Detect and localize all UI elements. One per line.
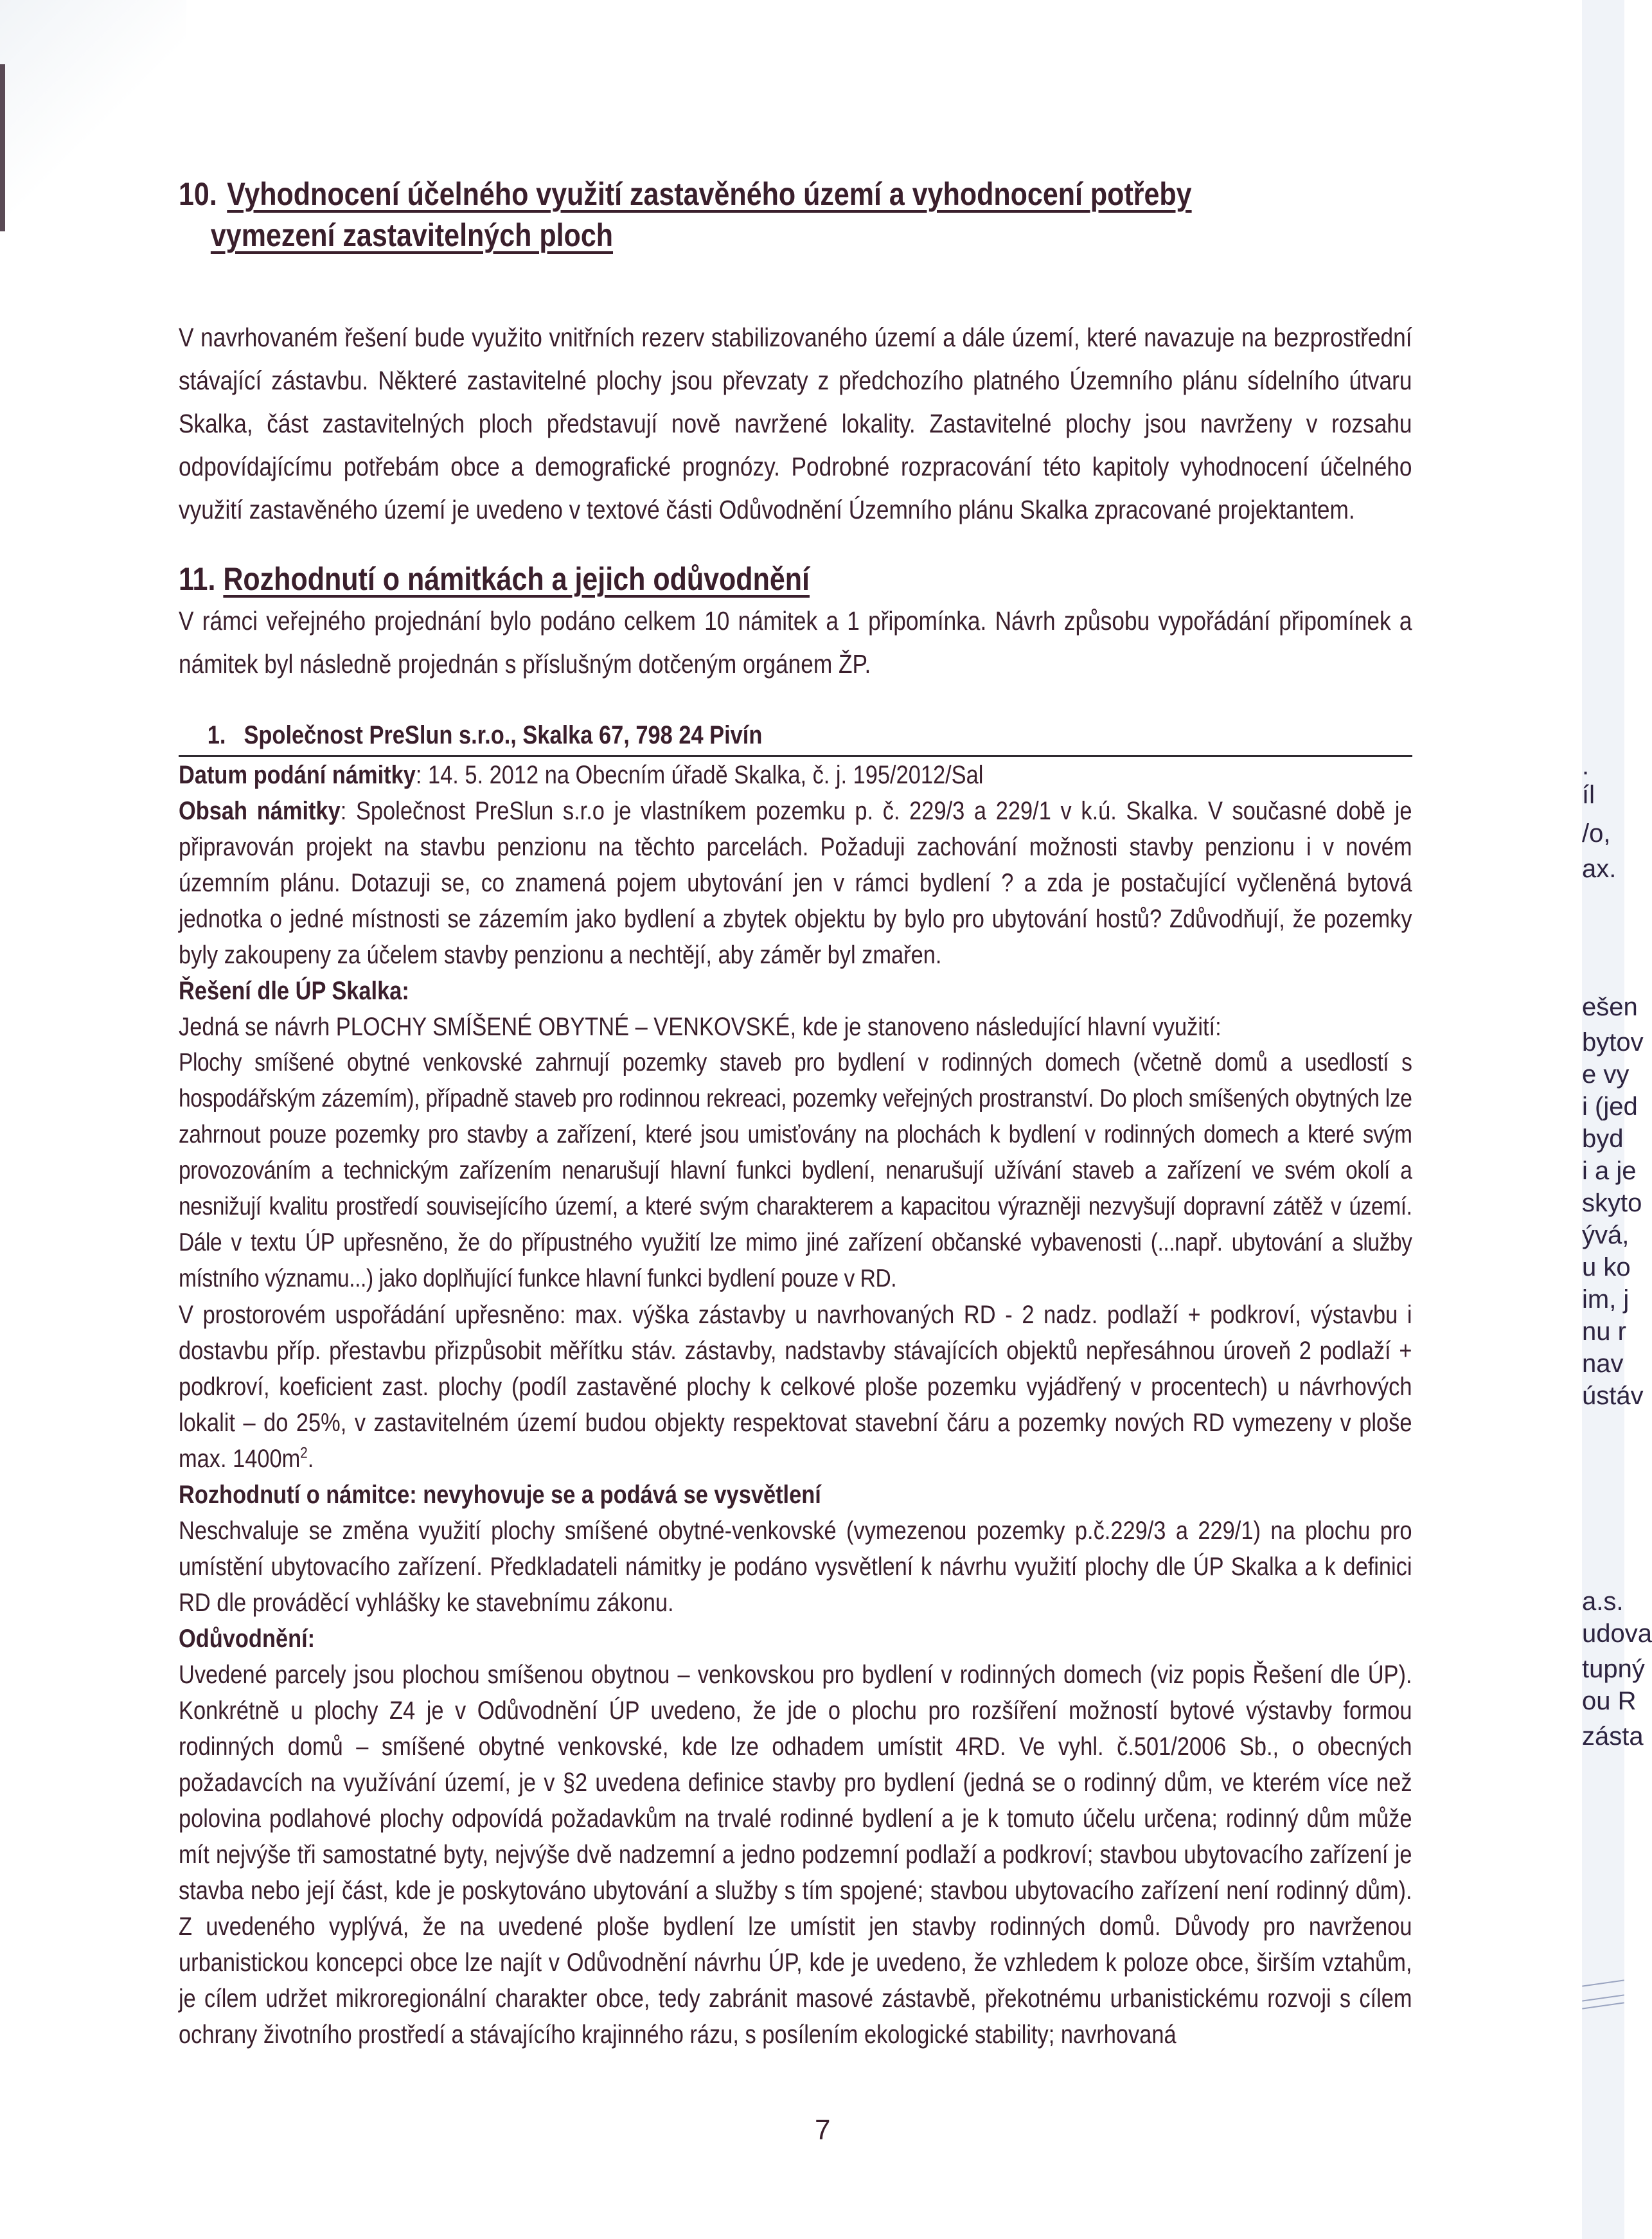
strip-fragment: a.s. <box>1582 1587 1624 1616</box>
scan-shadow-corner <box>0 0 186 231</box>
solution-end: . <box>307 1445 314 1473</box>
section-11-title: Rozhodnutí o námitkách a jejich odůvodnění <box>223 561 810 597</box>
strip-fragment: . <box>1582 752 1590 780</box>
strip-fragment: tupný <box>1582 1655 1645 1683</box>
solution-rest-body: V prostorovém uspořádání upřesněno: max. výška zástavby u navrhovaných RD - 2 nadz. podlaží + podkroví, výstavbu i dostavbu příp. přestavbu přizpůsobit měřítku stáv. zástavby, nadstavby stávajících objektů nepřesáhnou úroveň 2 podlaží + podkroví, koeficient zast. plochy (podíl zastavěné plochy k celkové ploše pozemku vyjádřený v procentech) u návrhových lokalit – do 25%, v zastavitelném území budou objekty respektovat stavební čáru a pozemky nových RD vymezeny v ploše max. 1400m <box>179 1301 1412 1473</box>
content-value: : Společnost PreSlun s.r.o je vlastníkem pozemku p. č. 229/3 a 229/1 v k.ú. Skalka. V současné době je připravován projekt na stavbu penzionu na těchto parcelách. Požaduji zachování možnosti stavby penzionu i v novém územním plánu. Dotazuji se, co znamená pojem ubytování jen v rámci bydlení ? a zda je postačující vyčleněná bytová jednotka o jedné místnosti se zázemím jako bydlení a zbytek objektu by bylo pro ubytování hostů? Zdůvodňují, že pozemky byly zakoupeny za účelem stavby penzionu a nechtějí, aby záměr byl zmařen. <box>179 797 1412 969</box>
solution-text-rest <box>179 1297 1412 1477</box>
justification-label: Odůvodnění: <box>179 1625 315 1653</box>
strip-fragment: íl <box>1582 781 1595 809</box>
solution-text-main: Plochy smíšené obytné venkovské zahrnují pozemky staveb pro bydlení v rodinných domech (včetně domů a usedlostí s hospodářským zázemím), případně staveb pro rodinnou rekreaci, pozemky veřejných prostranství. Do ploch smíšených obytných lze zahrnout pouze pozemky pro stavby a zařízení, které jsou umisťovány na plochách k bydlení v rodinných domech a které svým provozováním a technickým zařízením nenarušují hlavní funkci bydlení, nenarušují užívání staveb a zařízení ve svém okolí a nesnižují kvalitu prostředí souvisejícího území, a které svým charakterem a kapacitou výrazněji nezvyšují dopravní zátěž v území. Dále v textu ÚP upřesněno, že do přípustného využití lze mimo jiné zařízení občanské vybavenosti (...např. ubytování a služby místního významu...) jako doplňující funkce hlavní funkci bydlení pouze v RD. <box>179 1049 1412 1292</box>
strip-fragment: /o, <box>1582 819 1611 848</box>
decision-text: Neschvaluje se změna využití plochy smíšené obytné-venkovské (vymezenou pozemky p.č.229/3 a 229/1) na plochu pro umístění ubytovacího zařízení. Předkladateli námitky je podáno vysvětlení k návrhu využití plochy dle ÚP Skalka a k definici RD dle prováděcí vyhlášky ke stavebnímu zákonu. <box>179 1517 1412 1617</box>
objection-content <box>179 793 1412 973</box>
content-label: Obsah námitky <box>179 797 341 825</box>
strip-fragment: ax. <box>1582 855 1617 883</box>
strip-fragment: bytov <box>1582 1028 1644 1057</box>
date-label: Datum podání námitky <box>179 761 416 789</box>
strip-fragment: i a je <box>1582 1157 1637 1185</box>
strip-fragment: nu r <box>1582 1317 1626 1346</box>
strip-fragment: ústáv <box>1582 1382 1644 1410</box>
strip-fragment: udova <box>1582 1619 1652 1648</box>
objection-date <box>179 757 1412 793</box>
solution-label: Řešení dle ÚP Skalka: <box>179 977 409 1005</box>
strip-fragment: e vy <box>1582 1060 1630 1089</box>
strip-fragment: byd <box>1582 1125 1624 1153</box>
strip-fragment: skyto <box>1582 1189 1642 1217</box>
strip-fragment: ývá, <box>1582 1221 1630 1249</box>
page-number: 7 <box>815 2114 831 2146</box>
section-10-number: 10. <box>179 176 217 212</box>
date-value: : 14. 5. 2012 na Obecním úřadě Skalka, č. j. 195/2012/Sal <box>415 761 984 789</box>
strip-fragment: im, j <box>1582 1285 1630 1314</box>
section-10-title-line2: vymezení zastavitelných ploch <box>210 217 614 253</box>
decision-label: Rozhodnutí o námitce: nevyhovuje se a podává se vysvětlení <box>179 1481 821 1509</box>
section-11-number: 11. <box>179 561 216 597</box>
strip-fragment: u ko <box>1582 1253 1631 1281</box>
strip-fragment: i (jed <box>1582 1093 1638 1121</box>
strip-fragment: nav <box>1582 1350 1624 1378</box>
document-body <box>179 174 1412 2053</box>
section-10-heading <box>179 174 1412 256</box>
superscript-2: 2 <box>300 1444 308 1462</box>
justification-text: Uvedené parcely jsou plochou smíšenou obytnou – venkovskou pro bydlení v rodinných domech (viz popis Řešení dle ÚP). Konkrétně u plochy Z4 je v Odůvodnění ÚP uvedeno, že jde o plochu pro rozšíření možností bytové výstavby formou rodinných domů – smíšené obytné venkovské, kde lze odhadem umístit 4RD. Ve vyhl. č.501/2006 Sb., o obecných požadavcích na využívání území, je v §2 uvedena definice stavby pro bydlení (jedná se o rodinný dům, ve kterém více než polovina podlahové plochy odpovídá požadavkům na trvalé rodinné bydlení a je k tomuto účelu určena; rodinný dům může mít nejvýše tři samostatné byty, nejvýše dvě nadzemní a jedno podzemní podlaží a podkroví; stavbou ubytovacího zařízení je stavba nebo její část, kde je poskytováno ubytování a služby s tím spojené; stavbou ubytovacího zařízení není rodinný dům). Z uvedeného vyplývá, že na uvedené ploše bydlení lze umístit jen stavby rodinných domů. Důvody pro navrženou urbanistickou koncepci obce lze najít v Odůvodnění návrhu ÚP, kde je uvedeno, že vzhledem k poloze obce, širším vztahům, je cílem udržet mikroregionální charakter obce, tedy zabránit masové zástavbě, překotnému urbanistickému rozvoji s cílem ochrany životního prostředí a stávajícího krajinného rázu, s posílením ekologické stability; navrhovaná <box>179 1661 1412 2049</box>
section-10-paragraph: V navrhovaném řešení bude využito vnitřních rezerv stabilizovaného území a dále území, které navazuje na bezprostřední stávající zástavbu. Některé zastavitelné plochy jsou převzaty z předchozího platného Územního plánu sídelního útvaru Skalka, část zastavitelných ploch představují nově navržené lokality. Zastavitelné plochy jsou navrženy v rozsahu odpovídajícímu potřebám obce a demografické prognózy. Podrobné rozpracování této kapitoly vyhodnocení účelného využití zastavěného území je uvedeno v textové části Odůvodnění Územního plánu Skalka zpracované projektantem. <box>179 323 1412 524</box>
objection-submitter: Společnost PreSlun s.r.o., Skalka 67, 798 24 Pivín <box>244 721 763 749</box>
strip-fragment: zásta <box>1582 1722 1644 1751</box>
section-11-heading <box>179 558 1412 600</box>
objection-heading <box>179 718 1412 753</box>
objection-index: 1. <box>207 721 226 749</box>
solution-intro: Jedná se návrh PLOCHY SMÍŠENÉ OBYTNÉ – VENKOVSKÉ, kde je stanoveno následující hlavní využití: <box>179 1013 1221 1041</box>
section-10-title-line1: Vyhodnocení účelného využití zastavěného území a vyhodnocení potřeby <box>227 176 1192 212</box>
scan-left-edge <box>0 64 5 231</box>
strip-fragment: ou R <box>1582 1687 1637 1715</box>
strip-fragment: ešen <box>1582 993 1638 1021</box>
section-11-intro: V rámci veřejného projednání bylo podáno celkem 10 námitek a 1 připomínka. Návrh způsobu vypořádání připomínek a námitek byl následně projednán s příslušným dotčeným orgánem ŽP. <box>179 606 1412 679</box>
